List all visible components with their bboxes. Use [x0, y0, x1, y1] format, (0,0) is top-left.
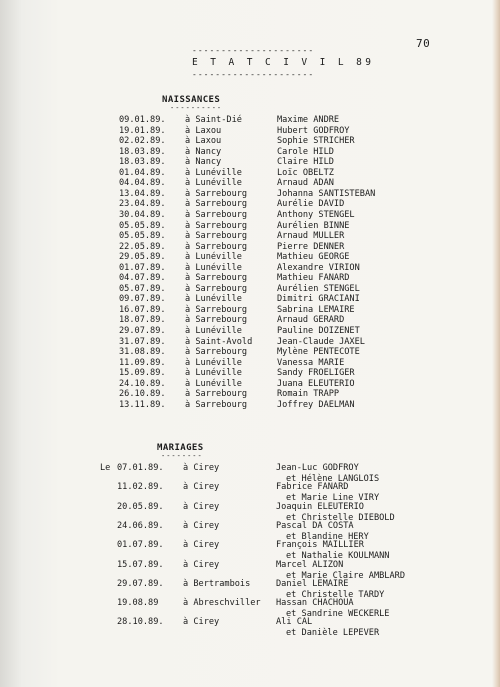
birth-name: Pierre DENNER: [277, 241, 345, 252]
birth-place: à Lunéville: [185, 368, 242, 379]
birth-date: 23.04.89.: [119, 199, 166, 210]
marriage-date: 11.02.89.: [117, 482, 164, 493]
page-number: 70: [416, 37, 431, 50]
marriage-bride: et Marie Line VIRY: [286, 493, 380, 504]
birth-name: Arnaud ADAN: [277, 178, 334, 189]
birth-place: à Sarrebourg: [185, 209, 248, 220]
birth-date: 18.03.89.: [119, 157, 166, 168]
birth-name: Anthony STENGEL: [277, 209, 355, 220]
birth-place: à Sarrebourg: [185, 389, 248, 400]
birth-name: Aurélien BINNE: [277, 220, 350, 231]
birth-place: à Sarrebourg: [185, 231, 248, 242]
marriage-prefix: Le: [100, 463, 111, 473]
birth-name: Romain TRAPP: [277, 389, 340, 400]
birth-date: 05.05.89.: [119, 231, 166, 242]
marriage-place: à Cirey: [183, 501, 220, 512]
birth-name: Johanna SANTISTEBAN: [277, 188, 376, 199]
births-heading-underline: ----------: [170, 104, 223, 112]
birth-name: Maxime ANDRE: [277, 115, 340, 125]
birth-date: 29.07.89.: [119, 326, 166, 336]
marriage-groom: Fabrice FANARD: [276, 482, 349, 493]
birth-date: 02.02.89.: [119, 136, 166, 147]
birth-name: Vanessa MARIE: [277, 357, 345, 368]
marriage-date: 28.10.89.: [117, 617, 164, 628]
marriage-place: à Abreschviller: [183, 598, 261, 609]
birth-name: Alexandre VIRION: [277, 262, 360, 273]
birth-place: à Lunéville: [185, 294, 242, 305]
header-rule-bottom: ---------------------: [192, 70, 315, 79]
birth-name: Mylène PENTECOTE: [277, 347, 360, 358]
birth-name: Aurélien STENGEL: [277, 283, 360, 294]
birth-name: Pauline DOIZENET: [277, 326, 360, 336]
birth-name: Jean-Claude JAXEL: [277, 336, 365, 347]
birth-date: 04.04.89.: [119, 178, 166, 189]
marriage-bride: et Hélène LANGLOIS: [286, 474, 380, 484]
birth-date: 04.07.89.: [119, 273, 166, 284]
marriage-bride: et Blandine HERY: [286, 531, 369, 542]
birth-name: Hubert GODFROY: [277, 125, 350, 136]
birth-name: Claire HILD: [277, 157, 334, 168]
birth-place: à Laxou: [185, 125, 222, 136]
birth-place: à Sarrebourg: [185, 220, 248, 231]
marriage-bride: et Christelle TARDY: [286, 589, 385, 600]
marriage-groom: François MAILLIER: [276, 540, 364, 551]
marriage-date: 20.05.89.: [117, 501, 164, 512]
birth-place: à Sarrebourg: [185, 347, 248, 358]
birth-place: à Sarrebourg: [185, 241, 248, 252]
marriage-groom: Jean-Luc GODFROY: [276, 463, 359, 473]
birth-date: 13.11.89.: [119, 399, 166, 410]
birth-place: à Lunéville: [185, 252, 242, 263]
birth-date: 01.04.89.: [119, 167, 166, 178]
marriage-place: à Bertrambois: [183, 578, 251, 589]
birth-date: 09.07.89.: [119, 294, 166, 305]
marriage-place: à Cirey: [183, 559, 220, 570]
birth-name: Carole HILD: [277, 146, 334, 157]
birth-name: Sabrina LEMAIRE: [277, 304, 355, 315]
marriage-groom: Marcel ALIZON: [276, 559, 344, 570]
birth-name: Arnaud MULLER: [277, 231, 345, 242]
birth-place: à Nancy: [185, 157, 222, 168]
marriage-place: à Cirey: [183, 617, 220, 628]
birth-date: 26.10.89.: [119, 389, 166, 400]
paper-edge: [492, 0, 500, 687]
marriage-place: à Cirey: [183, 520, 220, 531]
birth-place: à Sarrebourg: [185, 399, 248, 410]
birth-name: Loïc OBELTZ: [277, 167, 334, 178]
marriages-heading-underline: --------: [161, 452, 203, 460]
marriage-place: à Cirey: [183, 540, 220, 551]
birth-place: à Sarrebourg: [185, 304, 248, 315]
birth-place: à Lunéville: [185, 262, 242, 273]
birth-date: 18.03.89.: [119, 146, 166, 157]
birth-name: Dimitri GRACIANI: [277, 294, 360, 305]
birth-name: Juana ELEUTERIO: [277, 378, 355, 389]
marriage-bride: et Nathalie KOULMANN: [286, 551, 390, 562]
marriages-heading: MARIAGES: [157, 443, 204, 453]
marriage-date: 24.06.89.: [117, 520, 164, 531]
birth-place: à Lunéville: [185, 378, 242, 389]
birth-date: 15.09.89.: [119, 368, 166, 379]
birth-date: 31.08.89.: [119, 347, 166, 358]
marriage-date: 15.07.89.: [117, 559, 164, 570]
birth-date: 22.05.89.: [119, 241, 166, 252]
marriage-groom: Daniel LEMAIRE: [276, 578, 349, 589]
birth-date: 24.10.89.: [119, 378, 166, 389]
birth-date: 30.04.89.: [119, 209, 166, 220]
birth-date: 01.07.89.: [119, 262, 166, 273]
marriage-groom: Pascal DA COSTA: [276, 520, 354, 531]
birth-place: à Sarrebourg: [185, 273, 248, 284]
marriage-bride: et Christelle DIEBOLD: [286, 512, 395, 523]
birth-date: 19.01.89.: [119, 125, 166, 136]
marriage-date: 19.08.89: [117, 598, 159, 609]
birth-date: 05.07.89.: [119, 283, 166, 294]
birth-name: Aurélie DAVID: [277, 199, 345, 210]
birth-date: 09.01.89.: [119, 115, 166, 125]
birth-date: 05.05.89.: [119, 220, 166, 231]
birth-name: Mathieu GEORGE: [277, 252, 350, 263]
birth-date: 16.07.89.: [119, 304, 166, 315]
birth-date: 18.07.89.: [119, 315, 166, 326]
marriage-date: 01.07.89.: [117, 540, 164, 551]
birth-place: à Lunéville: [185, 326, 242, 336]
marriage-bride: et Marie Claire AMBLARD: [286, 570, 405, 581]
birth-place: à Lunéville: [185, 357, 242, 368]
marriage-groom: Hassan CHACHOUA: [276, 598, 354, 609]
birth-place: à Saint-Dié: [185, 115, 242, 125]
birth-date: 13.04.89.: [119, 188, 166, 199]
marriage-place: à Cirey: [183, 463, 220, 473]
marriage-bride: et Danièle LEPEVER: [286, 628, 380, 639]
birth-name: Sophie STRICHER: [277, 136, 355, 147]
marriage-groom: Ali CAL: [276, 617, 313, 628]
header-rule-top: ---------------------: [192, 46, 315, 55]
marriage-place: à Cirey: [183, 482, 220, 493]
birth-place: à Sarrebourg: [185, 199, 248, 210]
birth-name: Arnaud GERARD: [277, 315, 345, 326]
marriage-date: 29.07.89.: [117, 578, 164, 589]
birth-name: Mathieu FANARD: [277, 273, 350, 284]
document-header: [192, 46, 375, 79]
birth-name: Joffrey DAELMAN: [277, 399, 355, 410]
birth-place: à Sarrebourg: [185, 315, 248, 326]
births-heading: NAISSANCES: [162, 95, 221, 105]
birth-place: à Laxou: [185, 136, 222, 147]
marriage-date: 07.01.89.: [117, 463, 164, 473]
birth-place: à Lunéville: [185, 167, 242, 178]
birth-date: 29.05.89.: [119, 252, 166, 263]
birth-place: à Lunéville: [185, 178, 242, 189]
birth-place: à Sarrebourg: [185, 188, 248, 199]
birth-date: 31.07.89.: [119, 336, 166, 347]
birth-place: à Nancy: [185, 146, 222, 157]
birth-name: Sandy FROELIGER: [277, 368, 355, 379]
marriage-groom: Joaquin ELEUTERIO: [276, 501, 364, 512]
marriage-bride: et Sandrine WECKERLE: [286, 609, 390, 620]
birth-date: 11.09.89.: [119, 357, 166, 368]
document-title: E T A T C I V I L 89: [192, 57, 375, 68]
birth-place: à Saint-Avold: [185, 336, 253, 347]
birth-place: à Sarrebourg: [185, 283, 248, 294]
